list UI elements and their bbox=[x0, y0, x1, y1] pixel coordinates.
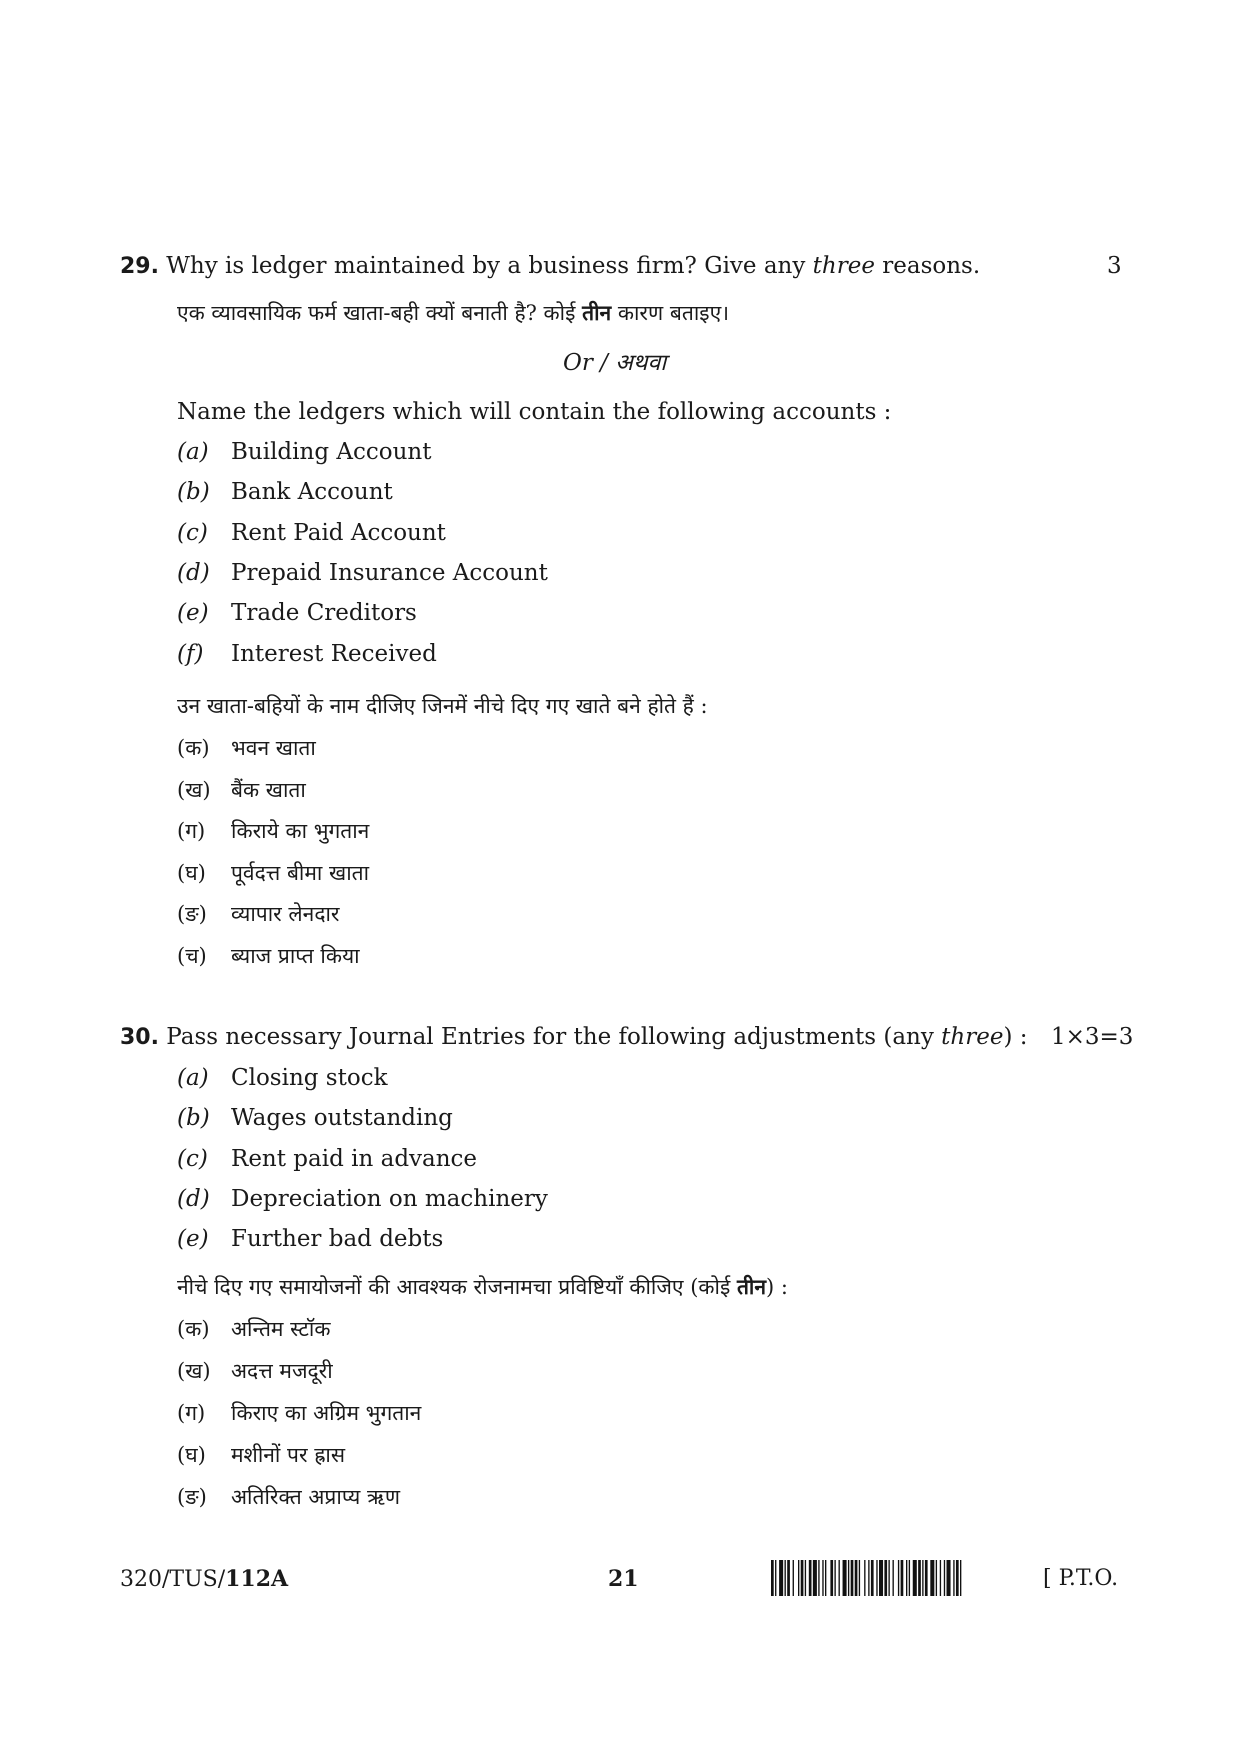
q30-text-a: Pass necessary Journal Entries for the following adjustments (any bbox=[166, 1024, 942, 1050]
barcode-bar bbox=[779, 1560, 783, 1596]
q30-english bbox=[120, 1023, 1028, 1052]
q30-hi-b: ) : bbox=[766, 1275, 788, 1299]
list-item: (c) Rent Paid Account bbox=[177, 520, 446, 546]
barcode-bar bbox=[839, 1560, 840, 1596]
barcode-bar bbox=[898, 1560, 899, 1596]
list-item: (क) भवन खाता bbox=[177, 736, 316, 760]
list-item: (a) Closing stock bbox=[177, 1065, 388, 1091]
q30-marks: 1×3=3 bbox=[1051, 1024, 1134, 1050]
barcode-bar bbox=[940, 1560, 941, 1596]
barcode-bar bbox=[785, 1560, 786, 1596]
list-item: (क) अन्तिम स्टॉक bbox=[177, 1317, 331, 1341]
q30-hi-bold: तीन bbox=[736, 1274, 767, 1299]
barcode-bar bbox=[848, 1560, 849, 1596]
barcode-bar bbox=[925, 1560, 928, 1596]
barcode-bar bbox=[956, 1560, 959, 1596]
list-item: (घ) पूर्वदत्त बीमा खाता bbox=[177, 861, 370, 885]
list-item: (ग) किराए का अग्रिम भुगतान bbox=[177, 1401, 422, 1425]
barcode-bar bbox=[787, 1560, 790, 1596]
barcode-bar bbox=[879, 1560, 883, 1596]
barcode-bar bbox=[834, 1560, 835, 1596]
page-number: 21 bbox=[608, 1566, 639, 1592]
barcode-bar bbox=[913, 1560, 917, 1596]
barcode-bar bbox=[936, 1560, 937, 1596]
list-item: (b) Wages outstanding bbox=[177, 1105, 453, 1131]
barcode-bar bbox=[843, 1560, 847, 1596]
barcode-bar bbox=[922, 1560, 923, 1596]
barcode-bar bbox=[851, 1560, 854, 1596]
q30-hindi bbox=[177, 1273, 788, 1301]
q29-alt-intro-hi: उन खाता-बहियों के नाम दीजिए जिनमें नीचे दिए गए खाते बने होते हैं : bbox=[177, 694, 708, 718]
barcode-bar bbox=[944, 1560, 945, 1596]
q30-text-b: ) : bbox=[1003, 1024, 1028, 1050]
barcode-bar bbox=[888, 1560, 889, 1596]
list-item: (ख) अदत्त मजदूरी bbox=[177, 1359, 333, 1383]
q29-hi-bold: तीन bbox=[582, 300, 612, 325]
barcode-bar bbox=[822, 1560, 823, 1596]
or-separator: Or / अथवा bbox=[563, 350, 667, 376]
barcode-bar bbox=[825, 1560, 826, 1596]
q29-number: 29. bbox=[120, 254, 159, 279]
list-item: (च) ब्याज प्राप्त किया bbox=[177, 944, 360, 968]
barcode-bar bbox=[893, 1560, 894, 1596]
barcode-bar bbox=[798, 1560, 799, 1596]
q29-alt-intro-en: Name the ledgers which will contain the following accounts : bbox=[177, 399, 892, 425]
barcode-bar bbox=[859, 1560, 860, 1596]
q29-english bbox=[120, 252, 980, 281]
q29-hindi bbox=[177, 299, 729, 327]
q30-hi-a: नीचे दिए गए समायोजनों की आवश्यक रोजनामचा प्रविष्टियाँ कीजिए (कोई bbox=[177, 1275, 737, 1299]
q29-text-b: reasons. bbox=[874, 253, 981, 279]
list-item: (c) Rent paid in advance bbox=[177, 1146, 478, 1172]
barcode-bar bbox=[906, 1560, 907, 1596]
paper-code: 320/TUS/112A bbox=[120, 1566, 289, 1592]
list-item: (a) Building Account bbox=[177, 439, 432, 465]
q30-number: 30. bbox=[120, 1025, 159, 1050]
list-item: (e) Trade Creditors bbox=[177, 600, 417, 626]
list-item: (b) Bank Account bbox=[177, 479, 393, 505]
barcode-bar bbox=[918, 1560, 921, 1596]
q29-hi-a: एक व्यावसायिक फर्म खाता-बही क्यों बनाती है? कोई bbox=[177, 301, 583, 325]
barcode-bar bbox=[864, 1560, 865, 1596]
list-item: (e) Further bad debts bbox=[177, 1226, 444, 1252]
barcode-bar bbox=[947, 1560, 951, 1596]
barcode-bar bbox=[809, 1560, 812, 1596]
list-item: (ग) किराये का भुगतान bbox=[177, 819, 370, 843]
q29-text-em: three bbox=[812, 253, 875, 279]
barcode-bar bbox=[801, 1560, 804, 1596]
barcode-bar bbox=[871, 1560, 874, 1596]
barcode-bar bbox=[909, 1560, 910, 1596]
barcode-icon bbox=[771, 1560, 1029, 1596]
barcode-bar bbox=[953, 1560, 954, 1596]
list-item: (f) Interest Received bbox=[177, 641, 437, 667]
barcode-bar bbox=[771, 1560, 774, 1596]
barcode-bar bbox=[876, 1560, 877, 1596]
list-item: (घ) मशीनों पर ह्रास bbox=[177, 1443, 346, 1467]
q29-marks: 3 bbox=[1107, 253, 1122, 279]
barcode-bar bbox=[855, 1560, 858, 1596]
barcode-bar bbox=[805, 1560, 806, 1596]
barcode-bar bbox=[930, 1560, 934, 1596]
list-item: (ख) बैंक खाता bbox=[177, 778, 306, 802]
list-item: (d) Depreciation on machinery bbox=[177, 1186, 548, 1212]
q29-text-a: Why is ledger maintained by a business firm? Give any bbox=[166, 253, 813, 279]
barcode-bar bbox=[868, 1560, 869, 1596]
barcode-bar bbox=[818, 1560, 819, 1596]
barcode-bar bbox=[884, 1560, 887, 1596]
barcode-bar bbox=[775, 1560, 776, 1596]
q29-hi-b: कारण बताइए। bbox=[611, 301, 730, 325]
list-item: (d) Prepaid Insurance Account bbox=[177, 560, 548, 586]
barcode-bar bbox=[813, 1560, 817, 1596]
barcode-bar bbox=[960, 1560, 961, 1596]
barcode-bar bbox=[830, 1560, 833, 1596]
q30-text-em: three bbox=[941, 1024, 1004, 1050]
list-item: (ङ) अतिरिक्त अप्राप्य ऋण bbox=[177, 1485, 401, 1509]
barcode-bar bbox=[901, 1560, 904, 1596]
barcode-bar bbox=[793, 1560, 794, 1596]
list-item: (ङ) व्यापार लेनदार bbox=[177, 902, 340, 926]
pto-label: [ P.T.O. bbox=[1043, 1566, 1119, 1591]
